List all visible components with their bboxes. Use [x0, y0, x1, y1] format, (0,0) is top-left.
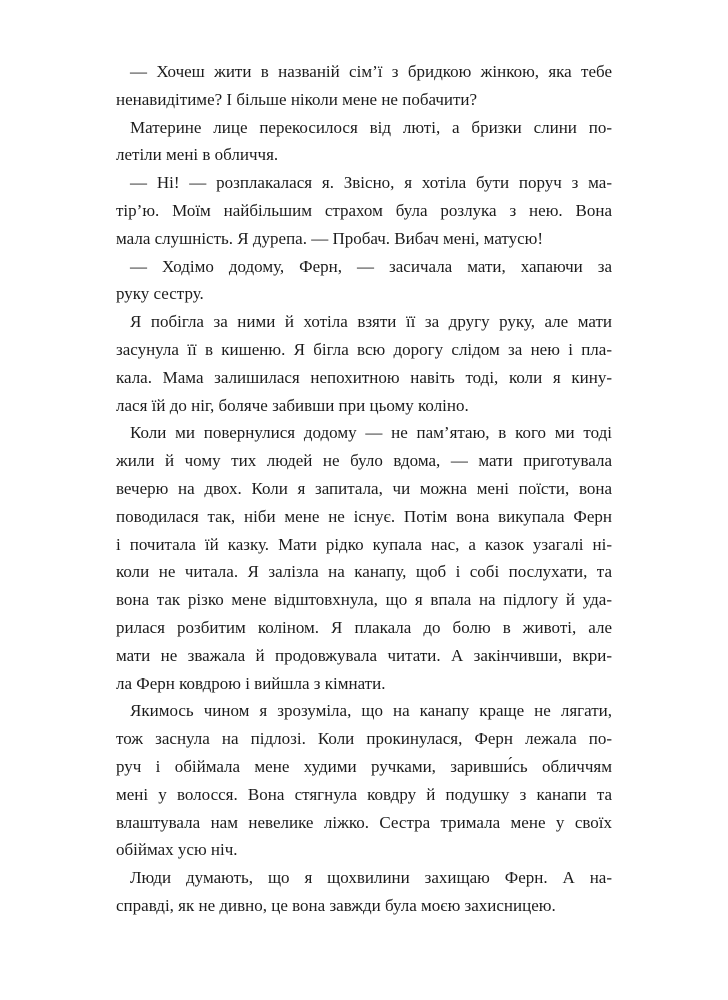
text-line: — Хочеш жити в названій сім’ї з бридкою жінкою, яка тебе: [130, 62, 612, 81]
text-line: справді, як не дивно, це вона завжди була моєю захисницею.: [116, 895, 556, 915]
text-line: Люди думають, що я щохвилини захищаю Ферн. А на-: [130, 868, 612, 888]
text-line: ненавидітиме? І більше ніколи мене не побачити?: [116, 89, 478, 109]
text-line: лася їй до ніг, боляче забивши при цьому коліно.: [116, 395, 469, 415]
text-line: тір’ю. Моїм найбільшим страхом була розлука з нею. Вона: [116, 200, 612, 220]
text-line: мені у волосся. Вона стягнула ковдру й подушку з канапи та: [116, 784, 612, 804]
text-line: засунула її в кишеню. Я бігла всю дорогу слідом за нею і пла-: [116, 339, 612, 359]
text-line: обіймах усю ніч.: [116, 840, 238, 860]
text-line: тож заснула на підлозі. Коли прокинулася, Ферн лежала по-: [116, 729, 612, 749]
body-text: [116, 58, 612, 920]
text-line: і почитала їй казку. Мати рідко купала нас, а казок узагалі ні-: [116, 534, 612, 554]
paragraph: [116, 253, 612, 309]
text-line: вечерю на двох. Коли я запитала, чи можна мені поїсти, вона: [116, 478, 612, 498]
text-line: жили й чому тих людей не було вдома, — мати приготувала: [116, 451, 612, 471]
text-line: вона так різко мене відштовхнула, що я впала на підлогу й уда-: [116, 590, 612, 610]
paragraph: [116, 58, 612, 114]
text-line: влаштувала нам невелике ліжко. Сестра тримала мене у своїх: [116, 812, 612, 832]
text-line: — Ходімо додому, Ферн, — засичала мати, хапаючи за: [130, 256, 612, 276]
paragraph: [116, 864, 612, 920]
text-line: Я побігла за ними й хотіла взяти її за другу руку, але мати: [130, 312, 612, 332]
paragraph: [116, 114, 612, 170]
paragraph: [116, 308, 612, 419]
text-line: мати не зважала й продовжувала читати. А закінчивши, вкри-: [116, 645, 612, 665]
text-line: Коли ми повернулися додому — не пам’ятаю, в кого ми тоді: [130, 423, 612, 443]
text-line: коли не читала. Я залізла на канапу, щоб і собі послухати, та: [116, 562, 612, 582]
text-line: руку сестру.: [116, 284, 204, 304]
text-line: рилася розбитим коліном. Я плакала до болю в животі, але: [116, 617, 612, 637]
text-line: мала слушність. Я дурепа. — Пробач. Вибач мені, матусю!: [116, 228, 544, 248]
text-line: руч і обіймала мене худими ручками, заривши́сь обличчям: [116, 756, 612, 776]
text-line: поводилася так, ніби мене не існує. Потім вона викупала Ферн: [116, 506, 612, 526]
paragraph: [116, 169, 612, 252]
text-line: летіли мені в обличчя.: [116, 145, 279, 165]
text-line: Якимось чином я зрозуміла, що на канапу краще не лягати,: [130, 701, 612, 721]
text-line: кала. Мама залишилася непохитною навіть тоді, коли я кину-: [116, 367, 612, 387]
paragraph: [116, 697, 612, 864]
text-line: Материне лице перекосилося від люті, а бризки слини по-: [130, 117, 612, 137]
paragraph: [116, 419, 612, 697]
text-line: — Ні! — розплакалася я. Звісно, я хотіла бути поруч з ма-: [130, 173, 612, 193]
text-line: ла Ферн ковдрою і вийшла з кімнати.: [116, 673, 386, 693]
